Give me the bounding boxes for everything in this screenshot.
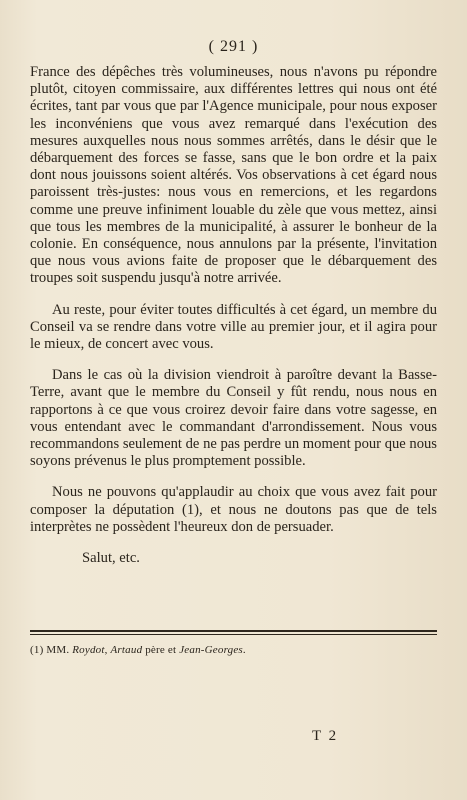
footnote-marker: (1) MM. (30, 644, 70, 656)
footnote-middle: père et (145, 644, 177, 656)
page-number: ( 291 ) (208, 38, 259, 55)
footnote-name-roydot: Roydot (72, 644, 105, 656)
letter-body (30, 64, 437, 567)
footnote-name-jean-georges: Jean-Georges (179, 644, 243, 656)
footnote-name-artaud: Artaud (110, 644, 143, 656)
footnote-divider-thin (30, 634, 437, 635)
footnote (30, 644, 246, 656)
paragraph-4: Nous ne pouvons qu'applaudir au choix que vous avez fait pour composer la députation (1), et nous ne doutons pas que de tels interprètes ne possèdent l'heureux don de persuader. (30, 484, 437, 535)
signature-mark: T 2 (312, 728, 339, 744)
footnote-divider (30, 630, 437, 632)
footnote-end: . (242, 644, 246, 656)
paragraph-1: France des dépêches très volumineuses, nous n'avons pu répondre plutôt, citoyen commissaire, aux différentes lettres qui nous ont été écrites, tant par vous que par l'Agence municipale, pour nous exposer les inconvéniens que vous avez remarqué dans l'exécution des mesures auxquelles nous nous sommes arrêtés, dans le désir que le débarquement des forces se fasse, sans que le bon ordre et la paix dont nous jouissons soient altérés. Vos observations à cet égard nous paroissent très-justes: nous vous en remercions, et les regardons comme une preuve infiniment louable du zèle que vous mettez, ainsi que tous les membres de la municipalité, à assurer le bonheur de la colonie. En conséquence, nous annulons par la présente, l'invitation que nous vous avions faite de proposer que le débarquement des troupes soit suspendu jusqu'à notre arrivée. (30, 64, 437, 287)
footnote-separator: , (104, 644, 108, 656)
paragraph-3: Dans le cas où la division viendroit à paroître devant la Basse-Terre, avant que le membre du Conseil y fût rendu, nous nous en rapportons à ce que vous croirez devoir faire dans votre sagesse, en vous entendant avec le commandant d'arrondissement. Nous vous recommandons seulement de ne pas perdre un moment pour que nous soyons prévenus le plus promptement possible. (30, 367, 437, 470)
paragraph-2: Au reste, pour éviter toutes difficultés à cet égard, un membre du Conseil va se rendre dans votre ville au premier jour, et il agira pour le mieux, de concert avec vous. (30, 301, 437, 353)
closing-salutation: Salut, etc. (82, 550, 140, 567)
